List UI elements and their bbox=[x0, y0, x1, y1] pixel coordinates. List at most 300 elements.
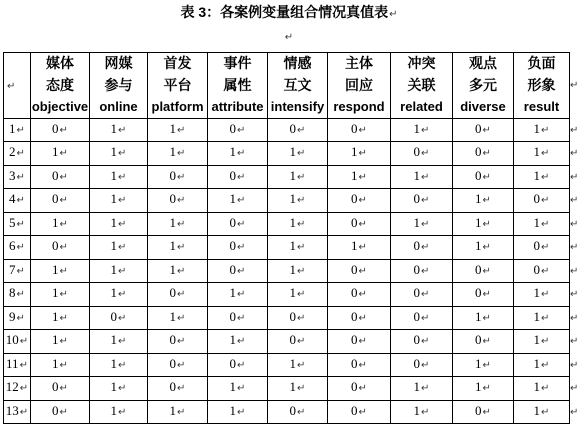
paragraph-mark-icon: ↵ bbox=[297, 171, 306, 183]
case-number: 6 bbox=[9, 238, 16, 254]
cell-value: 0 bbox=[229, 261, 237, 277]
cell-value: 1 bbox=[169, 261, 177, 277]
table-row bbox=[4, 306, 578, 330]
cell-value: 1 bbox=[351, 238, 358, 254]
cell-diverse bbox=[453, 306, 514, 330]
cell-value: 1 bbox=[289, 285, 297, 301]
cell-objective bbox=[31, 118, 90, 142]
paragraph-mark-icon: ↵ bbox=[177, 406, 186, 418]
paragraph-mark-icon: ↵ bbox=[19, 336, 29, 348]
row-end-mark-cell bbox=[570, 53, 578, 119]
row-end-mark-cell bbox=[570, 330, 578, 354]
cell-diverse bbox=[453, 283, 514, 307]
cell-value: 1 bbox=[169, 238, 177, 254]
table-row bbox=[4, 189, 578, 213]
case-header-cell bbox=[4, 53, 31, 119]
paragraph-mark-icon: ↵ bbox=[297, 406, 306, 418]
paragraph-mark-icon: ↵ bbox=[59, 265, 68, 277]
cell-value: 0 bbox=[475, 167, 482, 183]
cell-value: 0 bbox=[351, 214, 358, 230]
paragraph-mark-icon: ↵ bbox=[570, 171, 578, 183]
cell-value: 1 bbox=[533, 379, 541, 395]
cell-objective bbox=[31, 189, 90, 213]
cell-respond bbox=[328, 283, 391, 307]
paragraph-mark-icon: ↵ bbox=[59, 195, 68, 207]
cell-value: 1 bbox=[229, 332, 237, 348]
paragraph-mark-icon: ↵ bbox=[421, 195, 430, 207]
cell-attribute bbox=[208, 142, 268, 166]
cell-value: 1 bbox=[413, 379, 421, 395]
column-header-zh-line-2: 平台 bbox=[163, 76, 192, 93]
row-end-mark-cell bbox=[570, 165, 578, 189]
paragraph-mark-icon: ↵ bbox=[482, 124, 491, 136]
cell-diverse bbox=[453, 142, 514, 166]
table-row bbox=[4, 330, 578, 354]
paragraph-mark-icon: ↵ bbox=[237, 336, 246, 348]
cell-result bbox=[514, 189, 570, 213]
paragraph-mark-icon: ↵ bbox=[19, 383, 29, 395]
cell-intensify bbox=[268, 212, 328, 236]
cell-intensify bbox=[268, 283, 328, 307]
paragraph-mark-icon: ↵ bbox=[118, 218, 127, 230]
paragraph-mark-icon: ↵ bbox=[570, 242, 578, 254]
cell-online bbox=[90, 306, 148, 330]
case-number: 11 bbox=[6, 355, 19, 371]
cell-value: 1 bbox=[533, 144, 541, 160]
cell-online bbox=[90, 330, 148, 354]
paragraph-mark-icon: ↵ bbox=[570, 218, 578, 230]
paragraph-mark-icon: ↵ bbox=[570, 195, 578, 207]
cell-value: 1 bbox=[351, 167, 358, 183]
row-end-mark-cell bbox=[570, 189, 578, 213]
paragraph-mark-icon: ↵ bbox=[177, 195, 186, 207]
cell-result bbox=[514, 259, 570, 283]
cell-result bbox=[514, 330, 570, 354]
cell-respond bbox=[328, 189, 391, 213]
paragraph-mark-icon: ↵ bbox=[541, 336, 550, 348]
paragraph-mark-icon: ↵ bbox=[541, 359, 550, 371]
cell-value: 1 bbox=[229, 402, 237, 418]
case-number: 4 bbox=[9, 191, 16, 207]
cell-attribute bbox=[208, 283, 268, 307]
cell-value: 0 bbox=[475, 332, 482, 348]
cell-intensify bbox=[268, 236, 328, 260]
paragraph-mark-icon: ↵ bbox=[358, 359, 367, 371]
cell-attribute bbox=[208, 212, 268, 236]
case-number-cell bbox=[4, 212, 31, 236]
paragraph-mark-icon: ↵ bbox=[541, 171, 550, 183]
paragraph-mark-icon: ↵ bbox=[570, 406, 578, 418]
cell-value: 0 bbox=[475, 285, 482, 301]
cell-platform bbox=[148, 212, 208, 236]
cell-value: 0 bbox=[169, 285, 177, 301]
cell-value: 0 bbox=[351, 308, 358, 324]
cell-value: 1 bbox=[533, 167, 541, 183]
cell-result bbox=[514, 212, 570, 236]
paragraph-mark-icon: ↵ bbox=[570, 289, 578, 301]
cell-value: 0 bbox=[413, 332, 421, 348]
table-row bbox=[4, 236, 578, 260]
paragraph-mark-icon: ↵ bbox=[482, 265, 491, 277]
cell-value: 1 bbox=[289, 167, 297, 183]
paragraph-mark-icon: ↵ bbox=[421, 148, 430, 160]
cell-related bbox=[391, 353, 453, 377]
row-end-mark-cell bbox=[570, 353, 578, 377]
paragraph-mark-icon: ↵ bbox=[177, 218, 186, 230]
cell-diverse bbox=[453, 330, 514, 354]
cell-value: 1 bbox=[475, 238, 482, 254]
paragraph-mark-icon: ↵ bbox=[237, 383, 246, 395]
cell-value: 0 bbox=[413, 308, 421, 324]
cell-value: 0 bbox=[229, 214, 237, 230]
cell-related bbox=[391, 400, 453, 424]
cell-result bbox=[514, 283, 570, 307]
paragraph-mark-icon: ↵ bbox=[237, 242, 246, 254]
table-body bbox=[4, 118, 578, 424]
cell-value: 0 bbox=[52, 167, 59, 183]
column-header-en: attribute bbox=[211, 99, 264, 114]
cell-respond bbox=[328, 236, 391, 260]
paragraph-mark-icon: ↵ bbox=[570, 148, 578, 160]
cell-attribute bbox=[208, 118, 268, 142]
cell-platform bbox=[148, 259, 208, 283]
cell-objective bbox=[31, 236, 90, 260]
cell-respond bbox=[328, 259, 391, 283]
paragraph-mark-icon: ↵ bbox=[16, 148, 25, 160]
column-header-zh-line-2: 属性 bbox=[223, 76, 252, 93]
paragraph-mark-icon: ↵ bbox=[541, 195, 550, 207]
paragraph-mark-icon: ↵ bbox=[16, 218, 25, 230]
column-header-zh-line-2: 互文 bbox=[283, 76, 312, 93]
paragraph-mark-icon: ↵ bbox=[421, 242, 430, 254]
cell-value: 1 bbox=[110, 285, 118, 301]
table-row bbox=[4, 212, 578, 236]
case-number-cell bbox=[4, 236, 31, 260]
paragraph-mark-icon: ↵ bbox=[482, 383, 491, 395]
cell-value: 1 bbox=[413, 214, 421, 230]
table-row bbox=[4, 142, 578, 166]
paragraph-mark-icon: ↵ bbox=[358, 265, 367, 277]
cell-value: 0 bbox=[289, 402, 297, 418]
cell-online bbox=[90, 118, 148, 142]
cell-diverse bbox=[453, 236, 514, 260]
cell-value: 0 bbox=[351, 191, 358, 207]
paragraph-mark-icon: ↵ bbox=[59, 336, 68, 348]
paragraph-mark-icon: ↵ bbox=[297, 148, 306, 160]
paragraph-mark-icon: ↵ bbox=[570, 265, 578, 277]
paragraph-mark-icon: ↵ bbox=[237, 265, 246, 277]
paragraph-mark-icon: ↵ bbox=[237, 124, 246, 136]
table-row bbox=[4, 259, 578, 283]
cell-respond bbox=[328, 142, 391, 166]
paragraph-mark-icon: ↵ bbox=[59, 148, 68, 160]
case-number-cell bbox=[4, 330, 31, 354]
paragraph-mark-icon: ↵ bbox=[541, 406, 550, 418]
cell-value: 1 bbox=[169, 214, 177, 230]
cell-value: 1 bbox=[475, 191, 482, 207]
paragraph-mark-icon: ↵ bbox=[358, 336, 367, 348]
table-row bbox=[4, 283, 578, 307]
case-number-cell bbox=[4, 189, 31, 213]
cell-value: 1 bbox=[110, 355, 118, 371]
cell-value: 0 bbox=[229, 308, 237, 324]
case-number-cell bbox=[4, 283, 31, 307]
cell-value: 1 bbox=[52, 261, 59, 277]
cell-value: 0 bbox=[289, 120, 297, 136]
column-header-zh-line-1: 首发 bbox=[163, 55, 192, 71]
cell-value: 0 bbox=[289, 308, 297, 324]
cell-attribute bbox=[208, 330, 268, 354]
column-header-respond bbox=[328, 53, 391, 119]
cell-diverse bbox=[453, 377, 514, 401]
paragraph-mark-icon: ↵ bbox=[297, 312, 306, 324]
cell-diverse bbox=[453, 118, 514, 142]
cell-value: 1 bbox=[533, 120, 541, 136]
column-header-intensify bbox=[268, 53, 328, 119]
cell-value: 0 bbox=[169, 379, 177, 395]
column-header-zh-line-1: 情感 bbox=[283, 55, 312, 71]
cell-result bbox=[514, 118, 570, 142]
paragraph-mark-icon: ↵ bbox=[358, 242, 367, 254]
cell-value: 0 bbox=[229, 167, 237, 183]
case-number: 8 bbox=[9, 285, 16, 301]
paragraph-mark-icon: ↵ bbox=[177, 289, 186, 301]
case-number-cell bbox=[4, 306, 31, 330]
paragraph-mark-icon: ↵ bbox=[482, 289, 491, 301]
paragraph-mark-icon: ↵ bbox=[118, 265, 127, 277]
case-number: 2 bbox=[9, 144, 16, 160]
cell-value: 1 bbox=[52, 144, 59, 160]
row-end-mark-cell bbox=[570, 236, 578, 260]
cell-intensify bbox=[268, 353, 328, 377]
cell-objective bbox=[31, 400, 90, 424]
cell-platform bbox=[148, 400, 208, 424]
cell-value: 0 bbox=[351, 402, 358, 418]
cell-value: 1 bbox=[533, 308, 541, 324]
cell-value: 1 bbox=[110, 402, 118, 418]
paragraph-mark-icon: ↵ bbox=[118, 359, 127, 371]
case-number-cell bbox=[4, 400, 31, 424]
cell-value: 0 bbox=[475, 402, 482, 418]
cell-platform bbox=[148, 306, 208, 330]
paragraph-mark-icon: ↵ bbox=[482, 148, 491, 160]
cell-value: 1 bbox=[52, 332, 59, 348]
column-header-en: respond bbox=[333, 99, 385, 114]
paragraph-mark-icon: ↵ bbox=[59, 124, 68, 136]
paragraph-mark-icon: ↵ bbox=[297, 195, 306, 207]
paragraph-mark-icon: ↵ bbox=[482, 336, 491, 348]
paragraph-mark-icon: ↵ bbox=[389, 9, 398, 20]
paragraph-mark-icon: ↵ bbox=[421, 124, 430, 136]
row-end-mark-cell bbox=[570, 377, 578, 401]
column-header-platform bbox=[148, 53, 208, 119]
column-header-zh-line-1: 主体 bbox=[345, 55, 373, 71]
row-end-mark-cell bbox=[570, 306, 578, 330]
cell-objective bbox=[31, 259, 90, 283]
paragraph-mark-icon: ↵ bbox=[358, 195, 367, 207]
case-number-cell bbox=[4, 377, 31, 401]
case-number: 5 bbox=[9, 214, 16, 230]
case-number: 1 bbox=[9, 120, 16, 136]
cell-value: 0 bbox=[169, 191, 177, 207]
cell-value: 0 bbox=[475, 120, 482, 136]
cell-respond bbox=[328, 118, 391, 142]
column-header-en: diverse bbox=[460, 99, 506, 114]
paragraph-mark-icon: ↵ bbox=[482, 359, 491, 371]
paragraph-mark-icon: ↵ bbox=[177, 383, 186, 395]
cell-platform bbox=[148, 165, 208, 189]
paragraph-mark-icon: ↵ bbox=[482, 218, 491, 230]
paragraph-mark-icon: ↵ bbox=[177, 336, 186, 348]
cell-respond bbox=[328, 400, 391, 424]
paragraph-mark-icon: ↵ bbox=[541, 265, 550, 277]
paragraph-mark-icon: ↵ bbox=[358, 124, 367, 136]
cell-value: 0 bbox=[475, 261, 482, 277]
cell-value: 0 bbox=[351, 379, 358, 395]
row-end-mark-cell bbox=[570, 283, 578, 307]
column-header-en: intensify bbox=[270, 99, 325, 114]
cell-value: 1 bbox=[110, 379, 118, 395]
cell-value: 0 bbox=[533, 238, 541, 254]
column-header-en: related bbox=[400, 99, 443, 114]
paragraph-mark-icon: ↵ bbox=[482, 312, 491, 324]
paragraph-mark-icon: ↵ bbox=[237, 312, 246, 324]
paragraph-mark-icon: ↵ bbox=[59, 383, 68, 395]
paragraph-mark-icon: ↵ bbox=[118, 195, 127, 207]
cell-value: 1 bbox=[351, 144, 358, 160]
cell-intensify bbox=[268, 165, 328, 189]
paragraph-mark-icon: ↵ bbox=[118, 171, 127, 183]
cell-diverse bbox=[453, 189, 514, 213]
cell-platform bbox=[148, 283, 208, 307]
column-header-zh-line-2: 参与 bbox=[104, 76, 133, 93]
paragraph-mark-icon: ↵ bbox=[358, 383, 367, 395]
cell-related bbox=[391, 306, 453, 330]
cell-related bbox=[391, 165, 453, 189]
cell-objective bbox=[31, 165, 90, 189]
cell-value: 1 bbox=[110, 332, 118, 348]
paragraph-mark-icon: ↵ bbox=[237, 195, 246, 207]
cell-result bbox=[514, 353, 570, 377]
column-header-zh-line-1: 媒体 bbox=[46, 55, 74, 71]
paragraph-mark-icon: ↵ bbox=[16, 242, 25, 254]
cell-attribute bbox=[208, 189, 268, 213]
cell-related bbox=[391, 330, 453, 354]
cell-value: 0 bbox=[351, 120, 358, 136]
paragraph-mark-icon: ↵ bbox=[297, 336, 306, 348]
cell-platform bbox=[148, 377, 208, 401]
cell-diverse bbox=[453, 259, 514, 283]
cell-value: 1 bbox=[169, 402, 177, 418]
paragraph-mark-icon: ↵ bbox=[541, 124, 550, 136]
paragraph-mark-icon: ↵ bbox=[118, 336, 127, 348]
paragraph-mark-icon: ↵ bbox=[570, 359, 578, 371]
cell-online bbox=[90, 283, 148, 307]
cell-value: 0 bbox=[169, 332, 177, 348]
column-header-zh-line-2: 回应 bbox=[345, 76, 373, 93]
paragraph-mark-icon: ↵ bbox=[237, 218, 246, 230]
cell-diverse bbox=[453, 212, 514, 236]
cell-related bbox=[391, 142, 453, 166]
cell-related bbox=[391, 377, 453, 401]
table-row bbox=[4, 165, 578, 189]
cell-value: 1 bbox=[229, 144, 237, 160]
cell-online bbox=[90, 165, 148, 189]
cell-objective bbox=[31, 283, 90, 307]
cell-value: 1 bbox=[229, 191, 237, 207]
paragraph-mark-icon: ↵ bbox=[118, 289, 127, 301]
cell-objective bbox=[31, 377, 90, 401]
cell-value: 1 bbox=[475, 379, 482, 395]
cell-intensify bbox=[268, 400, 328, 424]
cell-value: 1 bbox=[110, 261, 118, 277]
cell-value: 0 bbox=[52, 402, 59, 418]
case-number: 7 bbox=[9, 261, 16, 277]
paragraph-mark-icon: ↵ bbox=[118, 242, 127, 254]
case-number: 13 bbox=[5, 402, 19, 418]
cell-value: 0 bbox=[52, 120, 59, 136]
paragraph-mark-icon: ↵ bbox=[358, 312, 367, 324]
paragraph-mark-icon: ↵ bbox=[177, 312, 186, 324]
cell-value: 1 bbox=[289, 379, 297, 395]
cell-value: 0 bbox=[351, 261, 358, 277]
cell-objective bbox=[31, 306, 90, 330]
cell-intensify bbox=[268, 377, 328, 401]
case-number: 12 bbox=[5, 379, 19, 395]
cell-value: 0 bbox=[351, 332, 358, 348]
paragraph-mark-icon: ↵ bbox=[59, 218, 68, 230]
cell-value: 0 bbox=[229, 355, 237, 371]
cell-value: 0 bbox=[169, 355, 177, 371]
paragraph-mark-icon: ↵ bbox=[16, 195, 25, 207]
cell-value: 1 bbox=[289, 355, 297, 371]
paragraph-mark-icon: ↵ bbox=[297, 289, 306, 301]
paragraph-mark-icon: ↵ bbox=[421, 218, 430, 230]
cell-value: 1 bbox=[229, 379, 237, 395]
paragraph-mark-icon: ↵ bbox=[541, 242, 550, 254]
paragraph-mark-icon: ↵ bbox=[59, 406, 68, 418]
cell-respond bbox=[328, 377, 391, 401]
cell-value: 1 bbox=[533, 214, 541, 230]
cell-online bbox=[90, 189, 148, 213]
cell-objective bbox=[31, 212, 90, 236]
cell-value: 0 bbox=[169, 167, 177, 183]
paragraph-mark-icon: ↵ bbox=[541, 312, 550, 324]
row-end-mark-cell bbox=[570, 259, 578, 283]
table-caption bbox=[0, 3, 578, 21]
cell-value: 0 bbox=[351, 285, 358, 301]
cell-value: 1 bbox=[413, 167, 421, 183]
paragraph-mark-icon: ↵ bbox=[297, 383, 306, 395]
cell-value: 1 bbox=[52, 355, 59, 371]
case-number-cell bbox=[4, 353, 31, 377]
cell-online bbox=[90, 259, 148, 283]
paragraph-mark-icon: ↵ bbox=[7, 80, 16, 92]
cell-platform bbox=[148, 118, 208, 142]
paragraph-mark-icon: ↵ bbox=[16, 124, 25, 136]
cell-value: 0 bbox=[413, 285, 421, 301]
paragraph-mark-icon: ↵ bbox=[358, 406, 367, 418]
paragraph-mark-icon: ↵ bbox=[297, 242, 306, 254]
cell-online bbox=[90, 400, 148, 424]
paragraph-mark-icon: ↵ bbox=[421, 359, 430, 371]
paragraph-mark-icon: ↵ bbox=[118, 406, 127, 418]
cell-intensify bbox=[268, 306, 328, 330]
cell-platform bbox=[148, 353, 208, 377]
paragraph-mark-icon: ↵ bbox=[541, 218, 550, 230]
paragraph-mark-icon: ↵ bbox=[59, 312, 68, 324]
paragraph-mark-icon: ↵ bbox=[570, 383, 578, 395]
